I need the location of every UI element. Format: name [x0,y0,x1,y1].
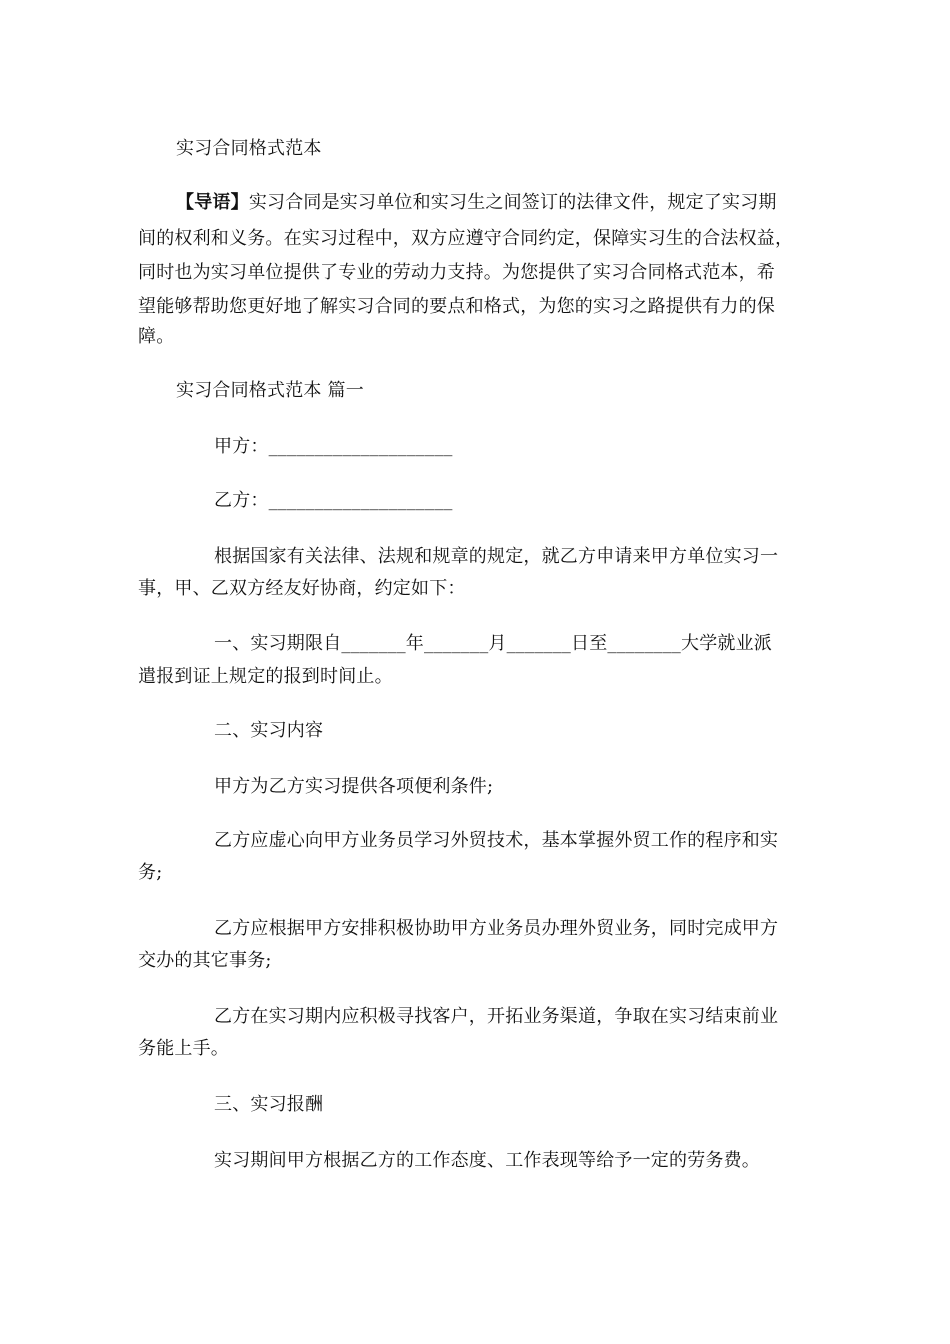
intro-tag: 【导语】 [176,192,249,213]
party-b-line: 乙方：____________________ [214,490,453,511]
clause2-item2-line-2: 务; [138,862,163,883]
intro-line-5: 障。 [138,326,175,347]
clause3-title: 三、实习报酬 [214,1094,324,1115]
intro-text-1: 实习合同是实习单位和实习生之间签订的法律文件，规定了实习期 [248,192,777,213]
clause2-item3-line-2: 交办的其它事务; [138,950,272,971]
intro-line-1 [176,191,777,215]
intro-line-4: 望能够帮助您更好地了解实习合同的要点和格式，为您的实习之路提供有力的保 [138,296,775,317]
basis-line-1: 根据国家有关法律、法规和规章的规定，就乙方申请来甲方单位实习一 [214,546,779,567]
intro-line-3: 同时也为实习单位提供了专业的劳动力支持。为您提供了实习合同格式范本，希 [138,262,775,283]
clause2-item3-line-1: 乙方应根据甲方安排积极协助甲方业务员办理外贸业务，同时完成甲方 [214,918,779,939]
clause1-line-1: 一、实习期限自_______年_______月_______日至________大学就业派 [214,633,772,654]
clause2-item1: 甲方为乙方实习提供各项便利条件; [214,776,494,797]
section-title: 实习合同格式范本 篇一 [176,380,364,401]
party-a-line: 甲方：____________________ [214,436,453,457]
clause2-item4-line-2: 务能上手。 [138,1038,229,1059]
clause2-title: 二、实习内容 [214,720,324,741]
clause2-item4-line-1: 乙方在实习期内应积极寻找客户，开拓业务渠道，争取在实习结束前业 [214,1006,779,1027]
clause1-line-2: 遣报到证上规定的报到时间止。 [138,666,393,687]
intro-line-2: 间的权利和义务。在实习过程中，双方应遵守合同约定，保障实习生的合法权益， [138,228,794,249]
clause3-item1: 实习期间甲方根据乙方的工作态度、工作表现等给予一定的劳务费。 [214,1150,760,1171]
basis-line-2: 事，甲、乙双方经友好协商，约定如下： [138,578,466,599]
clause2-item2-line-1: 乙方应虚心向甲方业务员学习外贸技术，基本掌握外贸工作的程序和实 [214,830,779,851]
document-title: 实习合同格式范本 [176,138,322,159]
